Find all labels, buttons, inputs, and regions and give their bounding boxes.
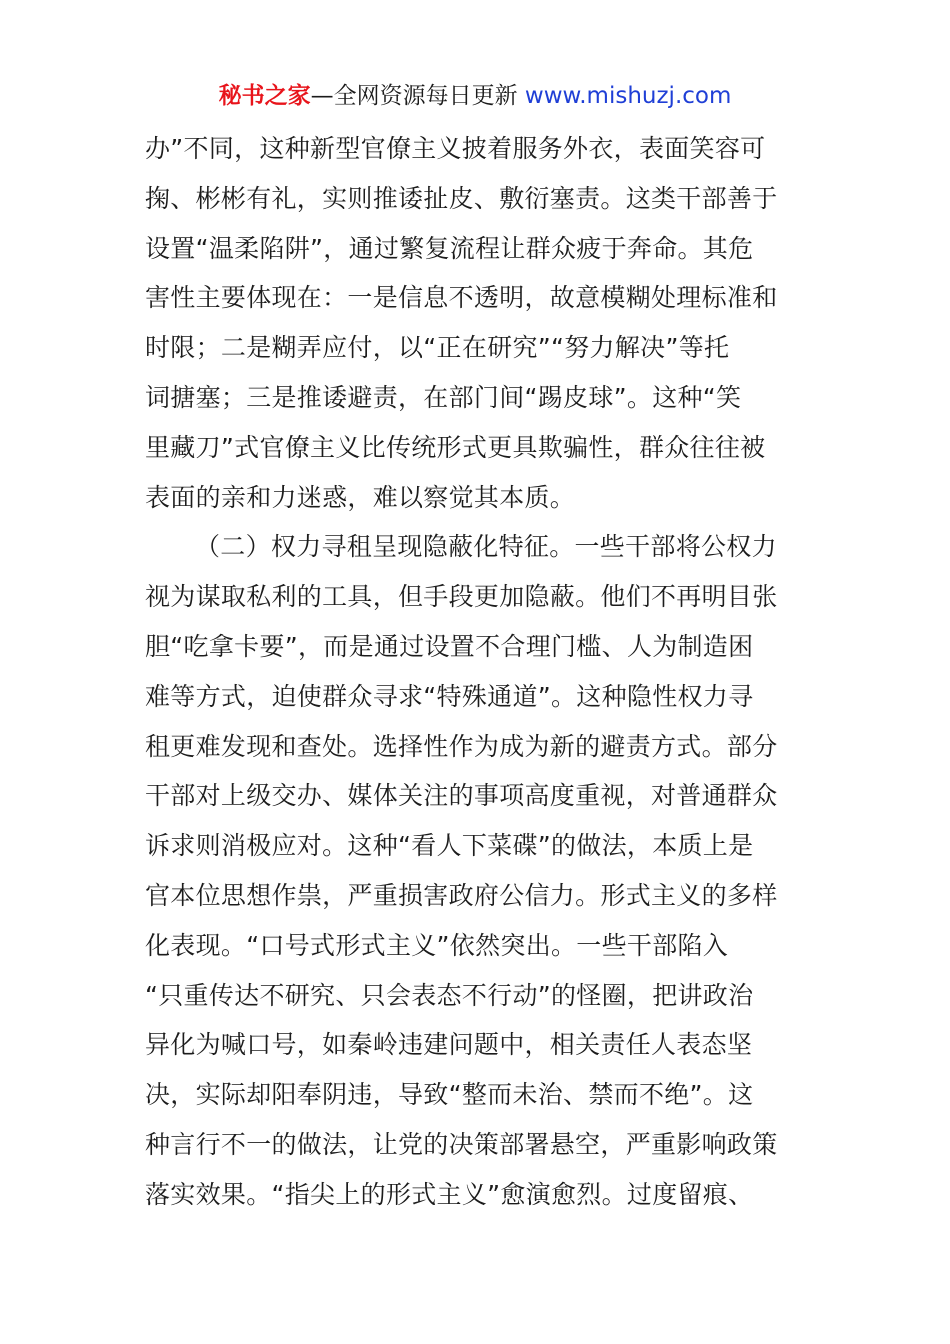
text-line: 办”不同，这种新型官僚主义披着服务外衣，表面笑容可 [145,134,766,163]
text-line: 时限；二是糊弄应付，以“正在研究”“努力解决”等托 [145,333,730,363]
text-line: 落实效果。“指尖上的形式主义”愈演愈烈。过度留痕、 [145,1179,754,1209]
text-line: 化表现。“口号式形式主义”依然突出。一些干部陷入 [145,930,729,960]
text-line: 害性主要体现在：一是信息不透明，故意模糊处理标准和 [145,283,778,313]
body-text [145,124,810,1220]
header-site-url[interactable]: www.mishuzj.com [524,83,732,109]
text-line: 决，实际却阳奉阴违，导致“整而未治、禁而不绝”。这 [145,1080,754,1110]
text-line: 诉求则消极应对。这种“看人下菜碟”的做法，本质上是 [145,831,754,861]
text-line: 异化为喊口号，如秦岭违建问题中，相关责任人表态坚 [145,1030,753,1060]
text-line: 胆“吃拿卡要”，而是通过设置不合理门槛、人为制造困 [145,631,754,661]
header-tagline: —全网资源每日更新 [310,83,518,109]
page-header [0,78,950,114]
text-line: 表面的亲和力迷惑，难以察觉其本质。 [145,482,576,512]
text-line: 掬、彬彬有礼，实则推诿扯皮、敷衍塞责。这类干部善于 [145,183,778,213]
text-line: 官本位思想作祟，严重损害政府公信力。形式主义的多样 [145,880,778,910]
text-line: 视为谋取私利的工具，但手段更加隐蔽。他们不再明目张 [145,582,778,612]
text-line: 干部对上级交办、媒体关注的事项高度重视，对普通群众 [145,781,778,811]
text-line: “只重传达不研究、只会表态不行动”的怪圈，把讲政治 [145,980,754,1010]
text-line: 种言行不一的做法，让党的决策部署悬空，严重影响政策 [145,1129,778,1159]
text-line: 词搪塞；三是推诿避责，在部门间“踢皮球”。这种“笑 [145,382,742,412]
text-line: 租更难发现和查处。选择性作为成为新的避责方式。部分 [145,731,778,761]
header-brand: 秘书之家 [218,83,311,109]
text-line: 难等方式，迫使群众寻求“特殊通道”。这种隐性权力寻 [145,681,754,711]
paragraph-first-line: （二）权力寻租呈现隐蔽化特征。一些干部将公权力 [195,532,777,562]
text-line: 设置“温柔陷阱”，通过繁复流程让群众疲于奔命。其危 [145,233,754,263]
text-line: 里藏刀”式官僚主义比传统形式更具欺骗性，群众往往被 [145,432,766,462]
